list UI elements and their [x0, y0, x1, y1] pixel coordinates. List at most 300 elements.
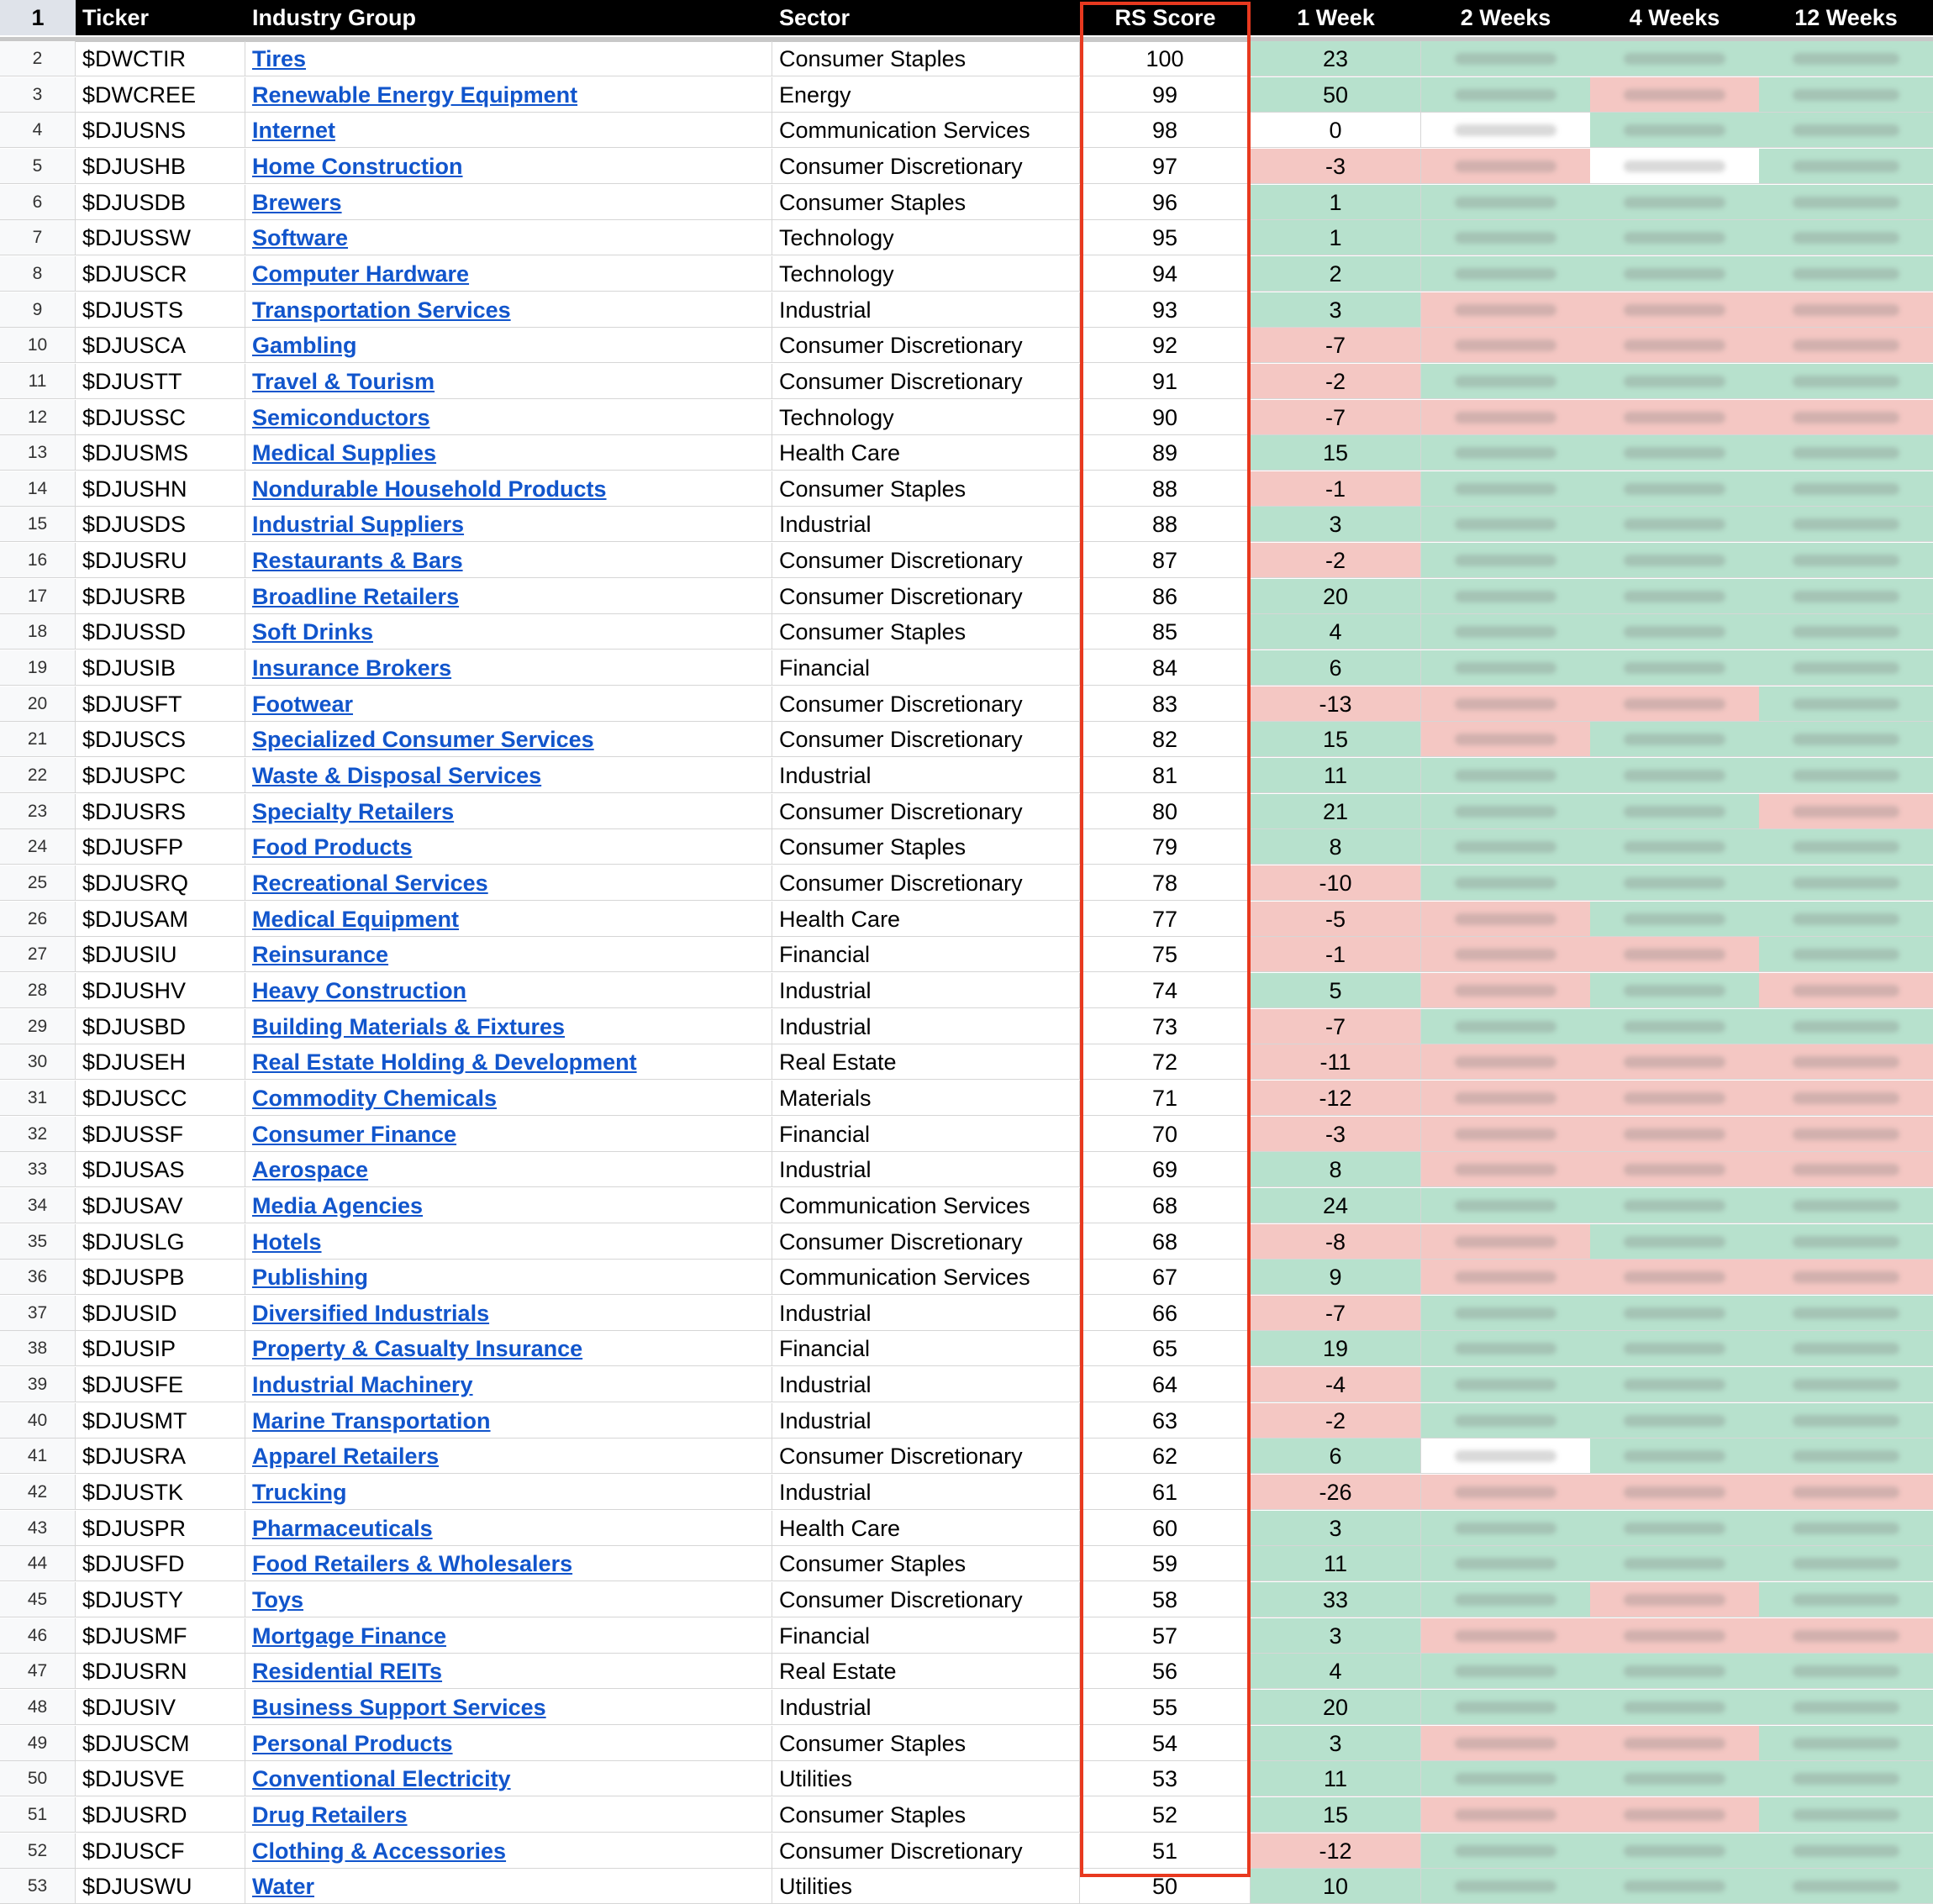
- week12-change-cell[interactable]: [1759, 149, 1933, 184]
- row-number-header[interactable]: 1: [0, 0, 76, 35]
- sector-cell[interactable]: Consumer Staples: [772, 41, 1080, 76]
- sector-cell[interactable]: Consumer Staples: [772, 829, 1080, 865]
- sector-cell[interactable]: Utilities: [772, 1761, 1080, 1796]
- week1-change-cell[interactable]: -10: [1251, 865, 1421, 901]
- industry-group-cell[interactable]: [245, 865, 772, 901]
- week1-change-cell[interactable]: 11: [1251, 1546, 1421, 1581]
- week1-change-cell[interactable]: -7: [1251, 328, 1421, 363]
- week1-change-cell[interactable]: 23: [1251, 41, 1421, 76]
- industry-group-cell[interactable]: [245, 1152, 772, 1187]
- week4-change-cell[interactable]: [1590, 1403, 1759, 1439]
- industry-group-cell[interactable]: [245, 41, 772, 76]
- industry-group-link[interactable]: Waste & Disposal Services: [252, 763, 542, 788]
- industry-group-link[interactable]: Media Agencies: [252, 1192, 424, 1218]
- industry-group-link[interactable]: Mortgage Finance: [252, 1623, 447, 1649]
- industry-group-cell[interactable]: [245, 973, 772, 1008]
- week2-change-cell[interactable]: [1421, 41, 1590, 76]
- row-number[interactable]: 41: [0, 1439, 76, 1474]
- industry-group-cell[interactable]: [245, 1009, 772, 1044]
- rs-score-cell[interactable]: 95: [1080, 220, 1251, 255]
- week1-change-cell[interactable]: -12: [1251, 1081, 1421, 1116]
- industry-group-cell[interactable]: [245, 113, 772, 148]
- week4-change-cell[interactable]: [1590, 579, 1759, 614]
- industry-group-link[interactable]: Soft Drinks: [252, 619, 374, 645]
- week2-change-cell[interactable]: [1421, 1726, 1590, 1761]
- rs-score-cell[interactable]: 93: [1080, 292, 1251, 328]
- week1-change-cell[interactable]: 10: [1251, 1869, 1421, 1904]
- row-number[interactable]: 53: [0, 1869, 76, 1904]
- industry-group-cell[interactable]: [245, 364, 772, 399]
- row-number[interactable]: 39: [0, 1367, 76, 1402]
- industry-group-link[interactable]: Food Retailers & Wholesalers: [252, 1551, 573, 1577]
- week4-change-cell[interactable]: [1590, 1475, 1759, 1510]
- week2-change-cell[interactable]: [1421, 1511, 1590, 1546]
- industry-group-cell[interactable]: [245, 507, 772, 542]
- week2-change-cell[interactable]: [1421, 1690, 1590, 1725]
- week2-change-cell[interactable]: [1421, 1869, 1590, 1904]
- rs-score-cell[interactable]: 66: [1080, 1296, 1251, 1331]
- industry-group-link[interactable]: Apparel Retailers: [252, 1444, 440, 1470]
- week1-change-cell[interactable]: -8: [1251, 1224, 1421, 1260]
- industry-group-column-header[interactable]: Industry Group: [252, 5, 416, 30]
- week2-change-cell[interactable]: [1421, 1117, 1590, 1152]
- sector-cell[interactable]: Technology: [772, 400, 1080, 435]
- rs-score-cell[interactable]: 53: [1080, 1761, 1251, 1796]
- week1-change-cell[interactable]: 21: [1251, 794, 1421, 829]
- industry-group-cell[interactable]: [245, 1331, 772, 1366]
- week2-change-cell[interactable]: [1421, 902, 1590, 937]
- industry-group-link[interactable]: Drug Retailers: [252, 1801, 408, 1828]
- week2-change-cell[interactable]: [1421, 256, 1590, 292]
- ticker-cell[interactable]: $DJUSCC: [76, 1081, 245, 1116]
- industry-group-link[interactable]: Personal Products: [252, 1730, 453, 1756]
- week4-change-cell[interactable]: [1590, 113, 1759, 148]
- rs-score-cell[interactable]: 52: [1080, 1797, 1251, 1833]
- week2-change-cell[interactable]: [1421, 185, 1590, 220]
- ticker-cell[interactable]: $DJUSCA: [76, 328, 245, 363]
- week4-change-cell[interactable]: [1590, 400, 1759, 435]
- rs-score-cell[interactable]: 57: [1080, 1618, 1251, 1654]
- sector-cell[interactable]: Financial: [772, 650, 1080, 686]
- industry-group-cell[interactable]: [245, 1618, 772, 1654]
- week1-change-cell[interactable]: 6: [1251, 650, 1421, 686]
- ticker-cell[interactable]: $DJUSMF: [76, 1618, 245, 1654]
- week2-change-cell[interactable]: [1421, 1761, 1590, 1796]
- week12-change-cell[interactable]: [1759, 185, 1933, 220]
- industry-group-link[interactable]: Travel & Tourism: [252, 368, 435, 394]
- week4-change-cell[interactable]: [1590, 149, 1759, 184]
- rs-score-cell[interactable]: 96: [1080, 185, 1251, 220]
- ticker-cell[interactable]: $DJUSAS: [76, 1152, 245, 1187]
- week4-change-cell[interactable]: [1590, 1152, 1759, 1187]
- ticker-cell[interactable]: $DJUSMS: [76, 435, 245, 471]
- week2-change-cell[interactable]: [1421, 758, 1590, 793]
- week12-change-cell[interactable]: [1759, 220, 1933, 255]
- industry-group-link[interactable]: Medical Supplies: [252, 440, 437, 466]
- industry-group-cell[interactable]: [245, 937, 772, 972]
- industry-group-cell[interactable]: [245, 1475, 772, 1510]
- industry-group-cell[interactable]: [245, 1690, 772, 1725]
- week2-change-cell[interactable]: [1421, 1188, 1590, 1223]
- week12-change-cell[interactable]: [1759, 1726, 1933, 1761]
- rs-score-cell[interactable]: 77: [1080, 902, 1251, 937]
- industry-group-link[interactable]: Water: [252, 1874, 315, 1900]
- rs-score-cell[interactable]: 83: [1080, 686, 1251, 722]
- sector-cell[interactable]: Industrial: [772, 1690, 1080, 1725]
- industry-group-link[interactable]: Internet: [252, 118, 336, 144]
- week2-change-cell[interactable]: [1421, 1797, 1590, 1833]
- sector-cell[interactable]: Consumer Discretionary: [772, 1582, 1080, 1617]
- row-number[interactable]: 15: [0, 507, 76, 542]
- rs-score-cell[interactable]: 85: [1080, 614, 1251, 650]
- week12-change-cell[interactable]: [1759, 77, 1933, 113]
- row-number[interactable]: 35: [0, 1224, 76, 1260]
- industry-group-cell[interactable]: [245, 1403, 772, 1439]
- sector-cell[interactable]: Consumer Discretionary: [772, 364, 1080, 399]
- industry-group-cell[interactable]: [245, 1726, 772, 1761]
- week12-change-cell[interactable]: [1759, 1044, 1933, 1080]
- week12-change-cell[interactable]: [1759, 1260, 1933, 1295]
- industry-group-link[interactable]: Restaurants & Bars: [252, 548, 463, 574]
- week1-change-cell[interactable]: -2: [1251, 543, 1421, 578]
- week4-change-cell[interactable]: [1590, 1654, 1759, 1689]
- week1-change-cell[interactable]: 3: [1251, 1726, 1421, 1761]
- week12-change-cell[interactable]: [1759, 865, 1933, 901]
- week4-change-cell[interactable]: [1590, 1117, 1759, 1152]
- week2-change-cell[interactable]: [1421, 292, 1590, 328]
- week1-column-header[interactable]: 1 Week: [1297, 5, 1375, 30]
- industry-group-link[interactable]: Specialized Consumer Services: [252, 727, 594, 753]
- ticker-cell[interactable]: $DJUSAV: [76, 1188, 245, 1223]
- week4-change-cell[interactable]: [1590, 1439, 1759, 1474]
- rs-score-cell[interactable]: 60: [1080, 1511, 1251, 1546]
- week2-change-cell[interactable]: [1421, 1582, 1590, 1617]
- week4-change-cell[interactable]: [1590, 471, 1759, 507]
- sector-cell[interactable]: Consumer Discretionary: [772, 1224, 1080, 1260]
- sector-cell[interactable]: Consumer Staples: [772, 1797, 1080, 1833]
- ticker-cell[interactable]: $DJUSNS: [76, 113, 245, 148]
- row-number[interactable]: 13: [0, 435, 76, 471]
- ticker-cell[interactable]: $DJUSTY: [76, 1582, 245, 1617]
- industry-group-cell[interactable]: [245, 758, 772, 793]
- week12-change-cell[interactable]: [1759, 1761, 1933, 1796]
- row-number[interactable]: 17: [0, 579, 76, 614]
- row-number[interactable]: 26: [0, 902, 76, 937]
- row-number[interactable]: 44: [0, 1546, 76, 1581]
- week2-change-cell[interactable]: [1421, 507, 1590, 542]
- sector-cell[interactable]: Consumer Discretionary: [772, 686, 1080, 722]
- row-number[interactable]: 4: [0, 113, 76, 148]
- ticker-cell[interactable]: $DJUSIP: [76, 1331, 245, 1366]
- ticker-cell[interactable]: $DJUSRA: [76, 1439, 245, 1474]
- industry-group-link[interactable]: Medical Equipment: [252, 906, 460, 932]
- ticker-cell[interactable]: $DJUSHB: [76, 149, 245, 184]
- row-number[interactable]: 16: [0, 543, 76, 578]
- industry-group-link[interactable]: Specialty Retailers: [252, 798, 455, 824]
- industry-group-link[interactable]: Tires: [252, 46, 307, 71]
- row-number[interactable]: 3: [0, 77, 76, 113]
- week2-change-cell[interactable]: [1421, 471, 1590, 507]
- sector-cell[interactable]: Technology: [772, 220, 1080, 255]
- week12-change-cell[interactable]: [1759, 1117, 1933, 1152]
- week2-change-cell[interactable]: [1421, 328, 1590, 363]
- rs-score-cell[interactable]: 81: [1080, 758, 1251, 793]
- ticker-column-header[interactable]: Ticker: [82, 5, 150, 30]
- ticker-cell[interactable]: $DJUSPR: [76, 1511, 245, 1546]
- industry-group-cell[interactable]: [245, 686, 772, 722]
- sector-cell[interactable]: Health Care: [772, 1511, 1080, 1546]
- ticker-cell[interactable]: $DJUSSF: [76, 1117, 245, 1152]
- week2-change-cell[interactable]: [1421, 579, 1590, 614]
- week1-change-cell[interactable]: 9: [1251, 1260, 1421, 1295]
- week1-change-cell[interactable]: 15: [1251, 722, 1421, 757]
- week1-change-cell[interactable]: 20: [1251, 1690, 1421, 1725]
- industry-group-cell[interactable]: [245, 1224, 772, 1260]
- row-number[interactable]: 33: [0, 1152, 76, 1187]
- week4-change-cell[interactable]: [1590, 1009, 1759, 1044]
- sector-cell[interactable]: Technology: [772, 256, 1080, 292]
- row-number[interactable]: 24: [0, 829, 76, 865]
- sector-cell[interactable]: Real Estate: [772, 1044, 1080, 1080]
- row-number[interactable]: 28: [0, 973, 76, 1008]
- week12-change-cell[interactable]: [1759, 292, 1933, 328]
- industry-group-cell[interactable]: [245, 1081, 772, 1116]
- row-number[interactable]: 48: [0, 1690, 76, 1725]
- ticker-cell[interactable]: $DJUSPB: [76, 1260, 245, 1295]
- rs-score-cell[interactable]: 99: [1080, 77, 1251, 113]
- rs-score-cell[interactable]: 61: [1080, 1475, 1251, 1510]
- week4-change-cell[interactable]: [1590, 1761, 1759, 1796]
- week1-change-cell[interactable]: 3: [1251, 292, 1421, 328]
- ticker-cell[interactable]: $DWCREE: [76, 77, 245, 113]
- row-number[interactable]: 10: [0, 328, 76, 363]
- rs-score-cell[interactable]: 68: [1080, 1188, 1251, 1223]
- week1-change-cell[interactable]: -2: [1251, 1403, 1421, 1439]
- rs-score-cell[interactable]: 59: [1080, 1546, 1251, 1581]
- sector-cell[interactable]: Industrial: [772, 758, 1080, 793]
- sector-cell[interactable]: Consumer Discretionary: [772, 794, 1080, 829]
- sector-cell[interactable]: Materials: [772, 1081, 1080, 1116]
- sector-cell[interactable]: Financial: [772, 1331, 1080, 1366]
- sector-column-header[interactable]: Sector: [779, 5, 851, 30]
- industry-group-cell[interactable]: [245, 650, 772, 686]
- week12-change-cell[interactable]: [1759, 328, 1933, 363]
- rs-score-cell[interactable]: 100: [1080, 41, 1251, 76]
- rs-score-cell[interactable]: 98: [1080, 113, 1251, 148]
- ticker-cell[interactable]: $DJUSSW: [76, 220, 245, 255]
- week12-change-cell[interactable]: [1759, 937, 1933, 972]
- week2-change-cell[interactable]: [1421, 435, 1590, 471]
- week12-change-cell[interactable]: [1759, 1797, 1933, 1833]
- week2-change-cell[interactable]: [1421, 829, 1590, 865]
- industry-group-link[interactable]: Brewers: [252, 189, 342, 215]
- ticker-cell[interactable]: $DJUSVE: [76, 1761, 245, 1796]
- week12-change-cell[interactable]: [1759, 1833, 1933, 1869]
- ticker-cell[interactable]: $DJUSIB: [76, 650, 245, 686]
- rs-score-cell[interactable]: 64: [1080, 1367, 1251, 1402]
- week12-change-cell[interactable]: [1759, 829, 1933, 865]
- week2-change-cell[interactable]: [1421, 1439, 1590, 1474]
- industry-group-link[interactable]: Insurance Brokers: [252, 655, 452, 681]
- row-number[interactable]: 25: [0, 865, 76, 901]
- industry-group-cell[interactable]: [245, 400, 772, 435]
- week2-change-cell[interactable]: [1421, 1081, 1590, 1116]
- week12-change-cell[interactable]: [1759, 1654, 1933, 1689]
- week1-change-cell[interactable]: 8: [1251, 1152, 1421, 1187]
- row-number[interactable]: 47: [0, 1654, 76, 1689]
- sector-cell[interactable]: Health Care: [772, 902, 1080, 937]
- industry-group-link[interactable]: Pharmaceuticals: [252, 1515, 433, 1541]
- sector-cell[interactable]: Consumer Staples: [772, 1546, 1080, 1581]
- week2-change-cell[interactable]: [1421, 1296, 1590, 1331]
- week4-change-cell[interactable]: [1590, 185, 1759, 220]
- week4-change-cell[interactable]: [1590, 543, 1759, 578]
- ticker-cell[interactable]: $DJUSTS: [76, 292, 245, 328]
- industry-group-link[interactable]: Property & Casualty Insurance: [252, 1336, 583, 1362]
- ticker-cell[interactable]: $DJUSCM: [76, 1726, 245, 1761]
- row-number[interactable]: 49: [0, 1726, 76, 1761]
- row-number[interactable]: 37: [0, 1296, 76, 1331]
- ticker-cell[interactable]: $DJUSEH: [76, 1044, 245, 1080]
- rs-score-cell[interactable]: 70: [1080, 1117, 1251, 1152]
- week4-change-cell[interactable]: [1590, 829, 1759, 865]
- industry-group-link[interactable]: Commodity Chemicals: [252, 1085, 498, 1111]
- week2-change-cell[interactable]: [1421, 1403, 1590, 1439]
- ticker-cell[interactable]: $DJUSIV: [76, 1690, 245, 1725]
- week2-change-cell[interactable]: [1421, 1331, 1590, 1366]
- rs-score-cell[interactable]: 88: [1080, 471, 1251, 507]
- industry-group-link[interactable]: Industrial Suppliers: [252, 512, 465, 538]
- industry-group-cell[interactable]: [245, 328, 772, 363]
- week12-change-cell[interactable]: [1759, 1331, 1933, 1366]
- industry-group-link[interactable]: Hotels: [252, 1228, 322, 1254]
- sector-cell[interactable]: Industrial: [772, 292, 1080, 328]
- rs-score-cell[interactable]: 68: [1080, 1224, 1251, 1260]
- week4-change-cell[interactable]: [1590, 256, 1759, 292]
- industry-group-link[interactable]: Consumer Finance: [252, 1121, 457, 1147]
- ticker-cell[interactable]: $DJUSIU: [76, 937, 245, 972]
- ticker-cell[interactable]: $DJUSFE: [76, 1367, 245, 1402]
- week1-change-cell[interactable]: 33: [1251, 1582, 1421, 1617]
- week1-change-cell[interactable]: -3: [1251, 149, 1421, 184]
- ticker-cell[interactable]: $DJUSTT: [76, 364, 245, 399]
- sector-cell[interactable]: Consumer Discretionary: [772, 579, 1080, 614]
- week1-change-cell[interactable]: 3: [1251, 1511, 1421, 1546]
- industry-group-cell[interactable]: [245, 471, 772, 507]
- week2-change-cell[interactable]: [1421, 1367, 1590, 1402]
- week1-change-cell[interactable]: 11: [1251, 758, 1421, 793]
- ticker-cell[interactable]: $DJUSWU: [76, 1869, 245, 1904]
- row-number[interactable]: 52: [0, 1833, 76, 1869]
- sector-cell[interactable]: Consumer Discretionary: [772, 1833, 1080, 1869]
- industry-group-link[interactable]: Trucking: [252, 1480, 347, 1505]
- week2-change-cell[interactable]: [1421, 865, 1590, 901]
- week12-change-cell[interactable]: [1759, 794, 1933, 829]
- sector-cell[interactable]: Industrial: [772, 1296, 1080, 1331]
- sector-cell[interactable]: Consumer Discretionary: [772, 149, 1080, 184]
- row-number[interactable]: 7: [0, 220, 76, 255]
- rs-score-cell[interactable]: 87: [1080, 543, 1251, 578]
- row-number[interactable]: 40: [0, 1403, 76, 1439]
- sector-cell[interactable]: Consumer Discretionary: [772, 722, 1080, 757]
- sector-cell[interactable]: Industrial: [772, 1152, 1080, 1187]
- industry-group-link[interactable]: Conventional Electricity: [252, 1766, 511, 1792]
- week4-change-cell[interactable]: [1590, 507, 1759, 542]
- week2-change-cell[interactable]: [1421, 1475, 1590, 1510]
- rs-score-cell[interactable]: 54: [1080, 1726, 1251, 1761]
- week4-change-cell[interactable]: [1590, 41, 1759, 76]
- week1-change-cell[interactable]: -12: [1251, 1833, 1421, 1869]
- week12-change-cell[interactable]: [1759, 364, 1933, 399]
- week1-change-cell[interactable]: -2: [1251, 364, 1421, 399]
- row-number[interactable]: 23: [0, 794, 76, 829]
- week4-change-cell[interactable]: [1590, 614, 1759, 650]
- week4-change-cell[interactable]: [1590, 686, 1759, 722]
- week1-change-cell[interactable]: -3: [1251, 1117, 1421, 1152]
- sector-cell[interactable]: Consumer Staples: [772, 185, 1080, 220]
- row-number[interactable]: 30: [0, 1044, 76, 1080]
- industry-group-cell[interactable]: [245, 579, 772, 614]
- industry-group-link[interactable]: Aerospace: [252, 1157, 369, 1183]
- industry-group-cell[interactable]: [245, 902, 772, 937]
- ticker-cell[interactable]: $DJUSLG: [76, 1224, 245, 1260]
- row-number[interactable]: 11: [0, 364, 76, 399]
- ticker-cell[interactable]: $DJUSHN: [76, 471, 245, 507]
- row-number[interactable]: 14: [0, 471, 76, 507]
- ticker-cell[interactable]: $DJUSRD: [76, 1797, 245, 1833]
- week1-change-cell[interactable]: 6: [1251, 1439, 1421, 1474]
- week12-change-cell[interactable]: [1759, 543, 1933, 578]
- sector-cell[interactable]: Industrial: [772, 973, 1080, 1008]
- week4-change-cell[interactable]: [1590, 364, 1759, 399]
- week2-change-cell[interactable]: [1421, 794, 1590, 829]
- industry-group-cell[interactable]: [245, 1117, 772, 1152]
- week4-change-cell[interactable]: [1590, 865, 1759, 901]
- rs-score-cell[interactable]: 92: [1080, 328, 1251, 363]
- week12-change-cell[interactable]: [1759, 1403, 1933, 1439]
- industry-group-cell[interactable]: [245, 1367, 772, 1402]
- row-number[interactable]: 43: [0, 1511, 76, 1546]
- rs-score-cell[interactable]: 97: [1080, 149, 1251, 184]
- sector-cell[interactable]: Financial: [772, 1618, 1080, 1654]
- sector-cell[interactable]: Real Estate: [772, 1654, 1080, 1689]
- week12-change-cell[interactable]: [1759, 1367, 1933, 1402]
- rs-score-cell[interactable]: 94: [1080, 256, 1251, 292]
- week4-change-cell[interactable]: [1590, 1726, 1759, 1761]
- industry-group-link[interactable]: Renewable Energy Equipment: [252, 82, 578, 108]
- week2-change-cell[interactable]: [1421, 1009, 1590, 1044]
- week1-change-cell[interactable]: -7: [1251, 1296, 1421, 1331]
- week12-change-cell[interactable]: [1759, 614, 1933, 650]
- week2-change-cell[interactable]: [1421, 1654, 1590, 1689]
- row-number[interactable]: 22: [0, 758, 76, 793]
- industry-group-link[interactable]: Clothing & Accessories: [252, 1838, 507, 1864]
- industry-group-cell[interactable]: [245, 1761, 772, 1796]
- rs-score-cell[interactable]: 69: [1080, 1152, 1251, 1187]
- week12-change-cell[interactable]: [1759, 471, 1933, 507]
- week1-change-cell[interactable]: -5: [1251, 902, 1421, 937]
- industry-group-cell[interactable]: [245, 1439, 772, 1474]
- week2-change-cell[interactable]: [1421, 1833, 1590, 1869]
- ticker-cell[interactable]: $DJUSSD: [76, 614, 245, 650]
- week4-change-cell[interactable]: [1590, 937, 1759, 972]
- ticker-cell[interactable]: $DJUSRU: [76, 543, 245, 578]
- week1-change-cell[interactable]: 20: [1251, 579, 1421, 614]
- industry-group-link[interactable]: Residential REITs: [252, 1659, 443, 1685]
- row-number[interactable]: 8: [0, 256, 76, 292]
- rs-score-cell[interactable]: 56: [1080, 1654, 1251, 1689]
- week12-column-header[interactable]: 12 Weeks: [1794, 5, 1898, 30]
